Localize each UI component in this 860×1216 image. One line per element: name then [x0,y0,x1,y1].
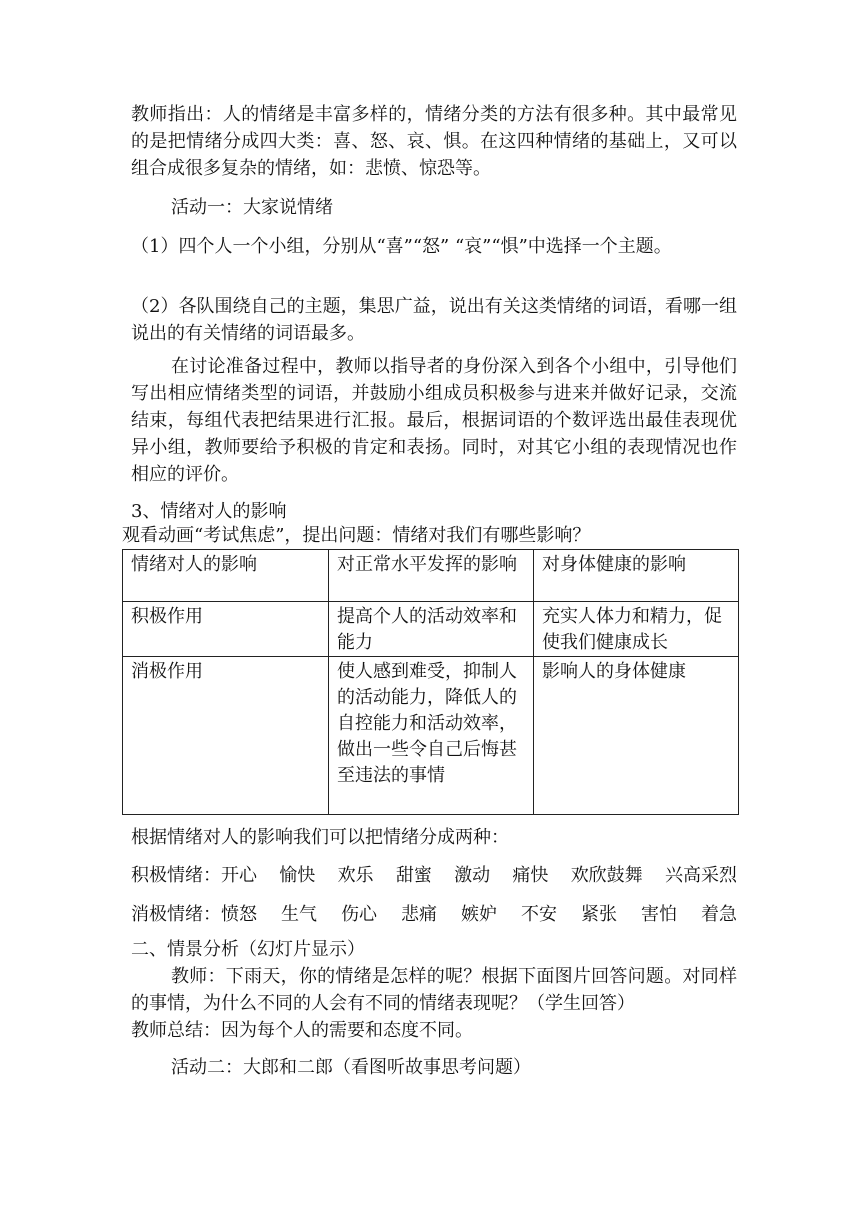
emotion-word: 欢乐 [337,865,374,886]
table-header-cell: 对正常水平发挥的影响 [329,550,534,602]
emotion-word: 嫉妒 [461,904,497,925]
table-row [123,602,739,657]
emotion-word: 愉快 [279,865,316,886]
emotion-word: 愤怒 [221,904,257,925]
table-cell: 充实人体力和精力，促使我们健康成长 [534,602,739,657]
table-cell: 消极作用 [123,657,329,815]
negative-label-group [131,901,257,928]
table-header-row [123,550,739,602]
emotion-effects-table [122,549,739,815]
emotion-word: 不安 [521,904,557,925]
emotion-word: 害怕 [641,904,677,925]
classification-lead: 根据情绪对人的影响我们可以把情绪分成两种： [131,827,509,848]
table-header-cell: 对身体健康的影响 [534,550,739,602]
table-cell: 积极作用 [123,602,329,657]
emotion-word: 紧张 [581,904,617,925]
section3-heading: 3、情绪对人的影响 [131,501,287,522]
activity1-title: 活动一：大家说情绪 [171,197,333,218]
activity1-step2: （2）各队围绕自己的主题，集思广益，说出有关这类情绪的词语，看哪一组说出的有关情绪的词语最多。 [131,296,737,344]
teacher-question: 教师：下雨天，你的情绪是怎样的呢？根据下面图片回答问题。对同样的事情，为什么不同的人会有不同的情绪表现呢？（学生回答） [131,966,737,1014]
section3-prompt: 观看动画“考试焦虑”，提出问题：情绪对我们有哪些影响？ [122,525,591,546]
activity1-discussion: 在讨论准备过程中，教师以指导者的身份深入到各个小组中，引导他们写出相应情绪类型的词语，并鼓励小组成员积极参与进来并做好记录，交流结束，每组代表把结果进行汇报。最后，根据词语的个数评选出最佳表现优异小组，教师要给予积极的肯定和表扬。同时，对其它小组的表现情况也作相应的评价。 [131,356,737,485]
positive-emotions-label: 积极情绪： [131,865,221,886]
emotion-word: 生气 [281,904,317,925]
emotion-word: 激动 [454,865,491,886]
emotion-word: 兴高采烈 [664,865,737,886]
emotion-word: 欢欣鼓舞 [570,865,643,886]
emotion-word: 着急 [701,904,737,925]
emotion-word: 痛快 [512,865,549,886]
table-cell: 影响人的身体健康 [534,657,739,815]
table-cell: 提高个人的活动效率和能力 [329,602,534,657]
positive-emotions-row [131,862,737,889]
negative-emotions-label: 消极情绪： [131,904,221,925]
emotion-word: 伤心 [341,904,377,925]
table-header-cell: 情绪对人的影响 [123,550,329,602]
emotion-word: 悲痛 [401,904,437,925]
positive-label-group [131,862,257,889]
section2-heading: 二、情景分析（幻灯片显示） [131,939,365,960]
intro-paragraph: 教师指出：人的情绪是丰富多样的，情绪分类的方法有很多种。其中最常见的是把情绪分成四大类：喜、怒、哀、惧。在这四种情绪的基础上，又可以组合成很多复杂的情绪，如：悲愤、惊恐等。 [131,104,737,179]
emotion-word: 开心 [221,865,257,886]
table-cell: 使人感到难受，抑制人的活动能力，降低人的自控能力和活动效率，做出一些令自己后悔甚至违法的事情 [329,657,534,815]
activity2-title: 活动二：大郎和二郎（看图听故事思考问题） [171,1057,531,1078]
activity1-step1: （1）四个人一个小组，分别从“喜”“怒” “哀”“惧”中选择一个主题。 [131,236,672,257]
teacher-summary: 教师总结：因为每个人的需要和态度不同。 [131,1020,473,1041]
emotion-word: 甜蜜 [395,865,432,886]
negative-emotions-row [131,901,737,928]
table-row [123,657,739,815]
